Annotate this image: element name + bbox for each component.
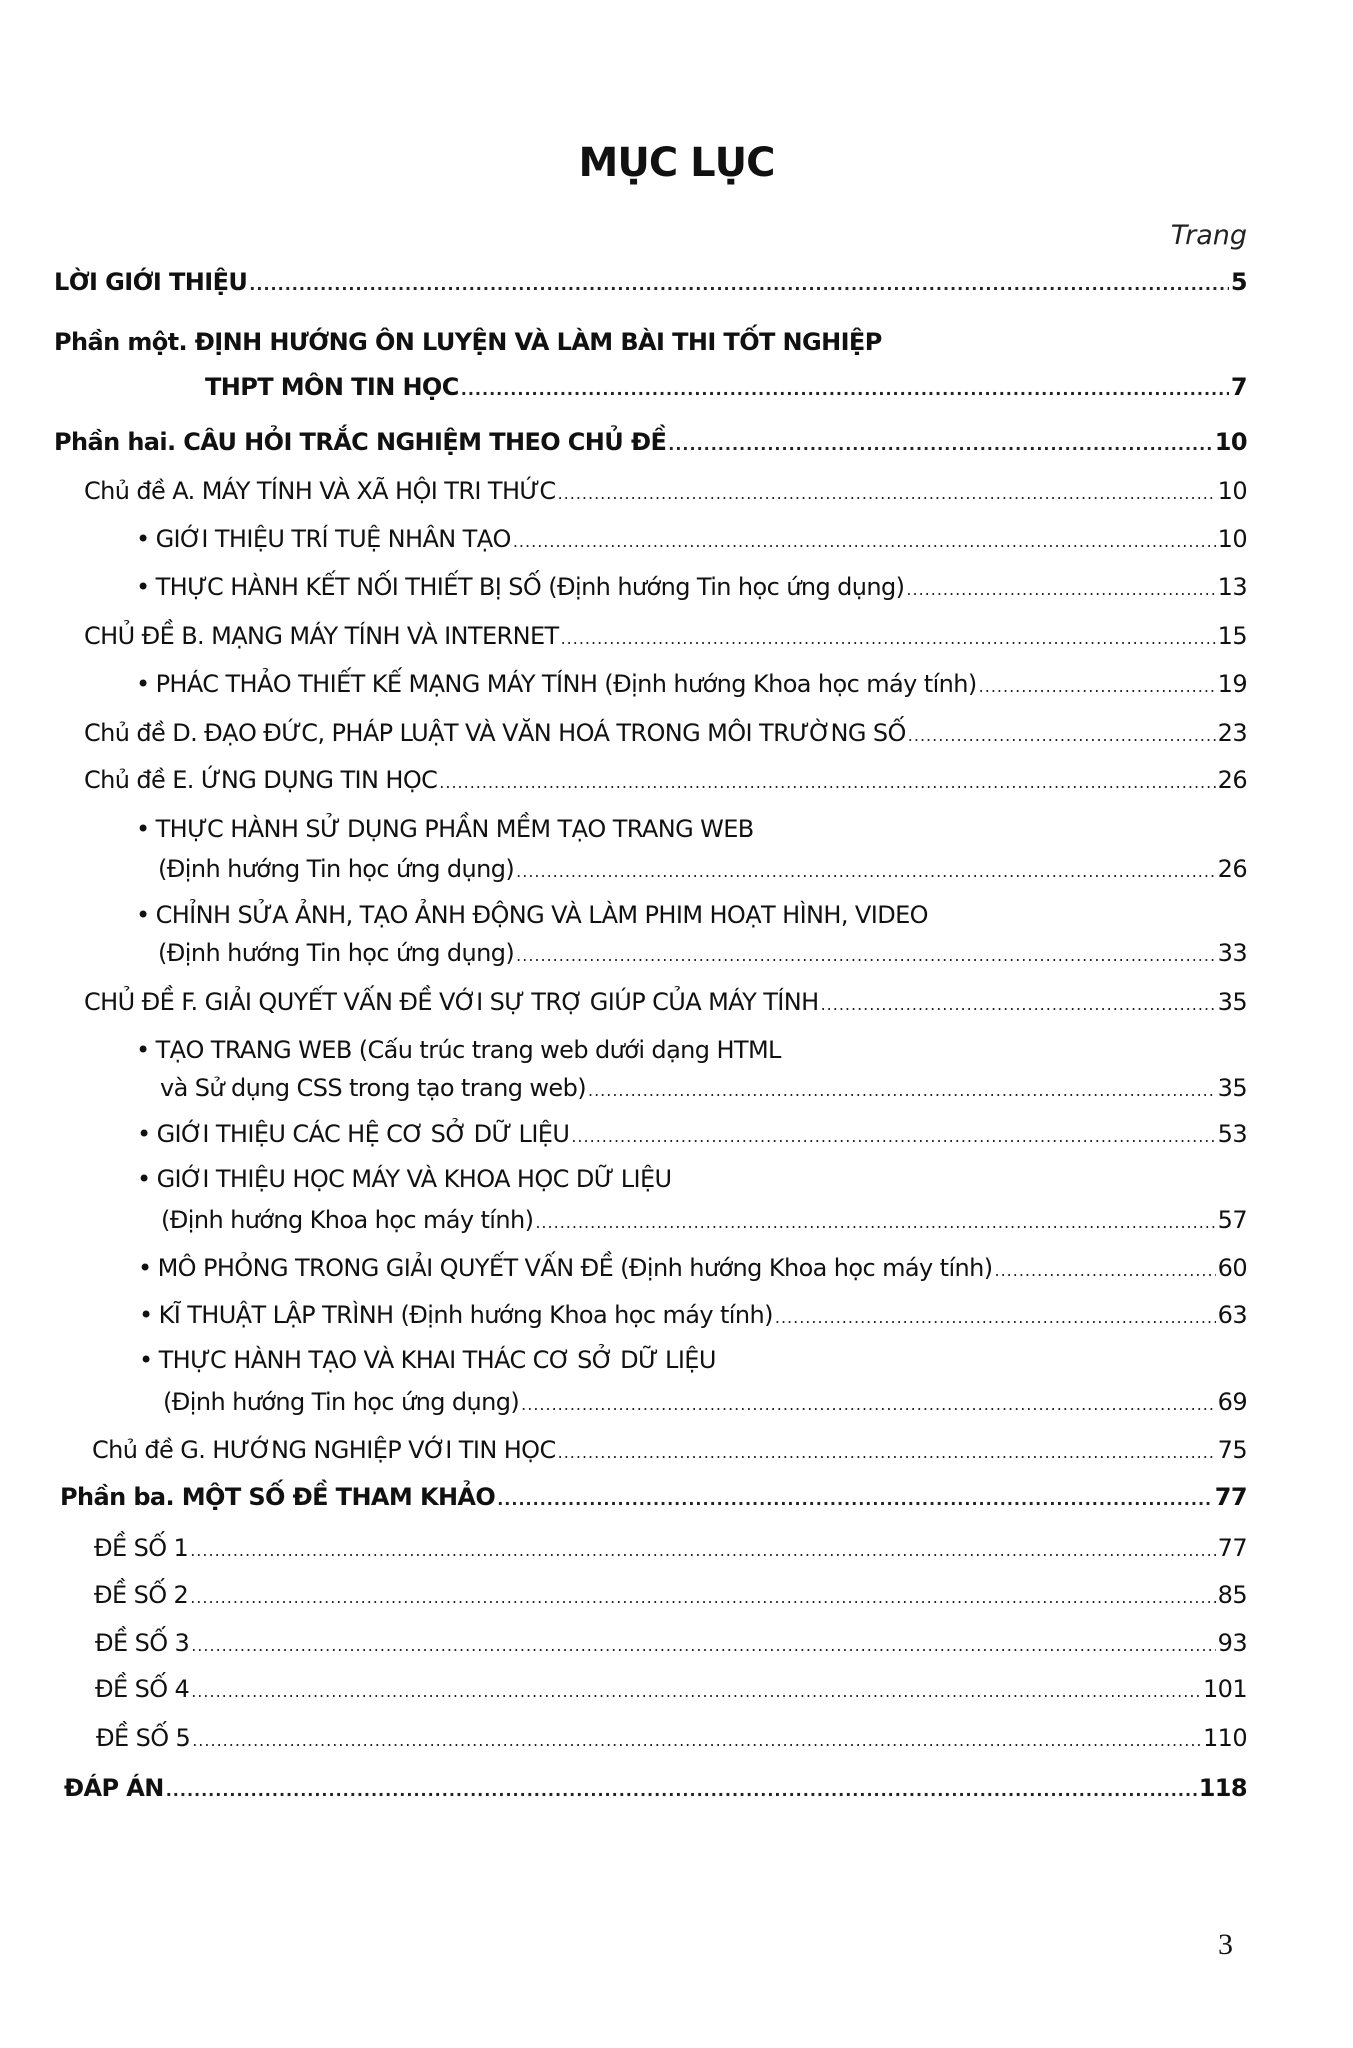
toc-entry-label: ĐỀ SỐ 4	[95, 1675, 190, 1703]
bullet-icon: •	[136, 901, 150, 929]
toc-entry-page: 26	[1217, 766, 1247, 794]
toc-entry-photo-video[interactable]	[158, 939, 1247, 973]
toc-entry-page: 26	[1217, 855, 1247, 883]
dot-leader	[588, 1081, 1216, 1100]
dot-leader	[571, 1127, 1215, 1146]
bullet-icon: •	[138, 1254, 152, 1282]
toc-entry-exam-4[interactable]	[95, 1675, 1247, 1709]
dot-leader	[558, 1443, 1216, 1462]
toc-entry-label: LỜI GIỚI THIỆU	[54, 268, 248, 296]
toc-entry-page: 75	[1217, 1436, 1247, 1464]
toc-entry-label: GIỚI THIỆU TRÍ TUỆ NHÂN TẠO	[155, 525, 511, 553]
toc-entry-page: 63	[1217, 1301, 1247, 1329]
toc-entry-photo-video-line1[interactable]	[136, 901, 928, 929]
toc-entry-page: 10	[1214, 428, 1247, 456]
dot-leader	[775, 1308, 1216, 1327]
toc-entry-page: 69	[1217, 1388, 1247, 1416]
toc-entry-page: 35	[1217, 1074, 1247, 1102]
toc-entry-network-design[interactable]	[136, 670, 1247, 704]
toc-entry-label: ĐỀ SỐ 1	[94, 1534, 189, 1562]
dot-leader	[516, 862, 1216, 881]
toc-entry-topic-d[interactable]	[84, 719, 1247, 753]
toc-entry-page: 5	[1230, 268, 1247, 296]
toc-entry-loi-gioi-thieu[interactable]	[54, 268, 1247, 302]
toc-entry-label: Chủ đề E. ỨNG DỤNG TIN HỌC	[84, 766, 438, 794]
bullet-icon: •	[137, 1120, 151, 1148]
toc-entry-label-wrap	[136, 525, 511, 553]
dot-leader	[497, 1490, 1213, 1509]
bullet-icon: •	[136, 525, 150, 553]
dot-leader	[516, 946, 1216, 965]
toc-entry-ml-ds[interactable]	[161, 1206, 1247, 1240]
dot-leader	[995, 1261, 1216, 1280]
toc-entry-simulation[interactable]	[138, 1254, 1247, 1288]
toc-entry-label-line1: THỰC HÀNH TẠO VÀ KHAI THÁC CƠ SỞ DỮ LIỆU	[158, 1346, 716, 1374]
toc-entry-label: (Định hướng Tin học ứng dụng)	[163, 1388, 520, 1416]
toc-entry-database-practice[interactable]	[163, 1388, 1247, 1422]
toc-entry-page: 53	[1217, 1120, 1247, 1148]
toc-entry-topic-b[interactable]	[84, 622, 1247, 656]
toc-entry-label: (Định hướng Tin học ứng dụng)	[158, 939, 515, 967]
toc-entry-exam-1[interactable]	[94, 1534, 1247, 1568]
dot-leader	[906, 580, 1215, 599]
toc-entry-label-wrap	[139, 1301, 773, 1329]
toc-entry-exam-5[interactable]	[96, 1724, 1247, 1758]
bullet-icon: •	[136, 1036, 150, 1064]
dot-leader	[521, 1395, 1216, 1414]
toc-entry-page: 7	[1230, 373, 1247, 401]
toc-entry-label: GIỚI THIỆU CÁC HỆ CƠ SỞ DỮ LIỆU	[156, 1120, 570, 1148]
toc-entry-web-software[interactable]	[158, 855, 1247, 889]
toc-entry-page: 118	[1198, 1774, 1247, 1802]
toc-entry-label: ĐỀ SỐ 5	[96, 1724, 191, 1752]
dot-leader	[513, 532, 1216, 551]
toc-entry-label-line1: CHỈNH SỬA ẢNH, TẠO ẢNH ĐỘNG VÀ LÀM PHIM HOẠT HÌNH, VIDEO	[155, 901, 928, 929]
dot-leader	[249, 275, 1229, 294]
toc-entry-digital-devices[interactable]	[136, 573, 1247, 607]
toc-entry-label: Chủ đề D. ĐẠO ĐỨC, PHÁP LUẬT VÀ VĂN HOÁ TRONG MÔI TRƯỜNG SỐ	[84, 719, 906, 747]
toc-entry-page: 10	[1217, 525, 1247, 553]
toc-entry-label: (Định hướng Tin học ứng dụng)	[158, 855, 515, 883]
toc-entry-page: 19	[1217, 670, 1247, 698]
toc-entry-label: Phần ba. MỘT SỐ ĐỀ THAM KHẢO	[60, 1483, 496, 1511]
toc-entry-page: 77	[1217, 1534, 1247, 1562]
toc-entry-database-intro[interactable]	[137, 1120, 1247, 1154]
toc-entry-part-one-line1[interactable]: Phần một. ĐỊNH HƯỚNG ÔN LUYỆN VÀ LÀM BÀI THI TỐT NGHIỆP	[54, 328, 882, 356]
toc-entry-page: 60	[1217, 1254, 1247, 1282]
toc-entry-programming[interactable]	[139, 1301, 1247, 1335]
dot-leader	[191, 1682, 1201, 1701]
toc-entry-label: THỰC HÀNH KẾT NỐI THIẾT BỊ SỐ (Định hướng Tin học ứng dụng)	[155, 573, 905, 601]
bullet-icon: •	[136, 815, 150, 843]
toc-entry-page: 15	[1217, 622, 1247, 650]
toc-entry-topic-f[interactable]	[84, 988, 1247, 1022]
toc-entry-label: ĐỀ SỐ 2	[94, 1581, 189, 1609]
toc-entry-label: (Định hướng Khoa học máy tính)	[161, 1206, 534, 1234]
dot-leader	[561, 629, 1216, 648]
toc-entry-part-one[interactable]	[205, 373, 1247, 407]
toc-entry-page: 10	[1217, 477, 1247, 505]
toc-entry-ml-ds-line1[interactable]	[137, 1165, 672, 1193]
dot-leader	[668, 435, 1213, 454]
bullet-icon: •	[137, 1165, 151, 1193]
page-title: MỤC LỤC	[578, 140, 775, 186]
dot-leader	[191, 1636, 1215, 1655]
toc-entry-label-wrap	[138, 1254, 993, 1282]
toc-entry-label: Chủ đề A. MÁY TÍNH VÀ XÃ HỘI TRI THỨC	[84, 477, 556, 505]
toc-entry-label: PHÁC THẢO THIẾT KẾ MẠNG MÁY TÍNH (Định hướng Khoa học máy tính)	[155, 670, 977, 698]
toc-entry-part-three[interactable]	[60, 1483, 1247, 1517]
toc-entry-label-wrap	[136, 573, 904, 601]
toc-entry-page: 85	[1217, 1581, 1247, 1609]
toc-entry-page: 93	[1217, 1629, 1247, 1657]
dot-leader	[192, 1731, 1201, 1750]
dot-leader	[190, 1588, 1215, 1607]
toc-entry-label: MÔ PHỎNG TRONG GIẢI QUYẾT VẤN ĐỀ (Định hướng Khoa học máy tính)	[157, 1254, 993, 1282]
toc-entry-label-wrap	[136, 670, 977, 698]
toc-entry-label: Phần hai. CÂU HỎI TRẮC NGHIỆM THEO CHỦ ĐỀ	[54, 428, 667, 456]
toc-entry-exam-2[interactable]	[94, 1581, 1247, 1615]
toc-entry-label: Chủ đề G. HƯỚNG NGHIỆP VỚI TIN HỌC	[92, 1436, 556, 1464]
dot-leader	[979, 677, 1216, 696]
toc-entry-page: 23	[1217, 719, 1247, 747]
toc-entry-page: 57	[1217, 1206, 1247, 1234]
dot-leader	[166, 1781, 1197, 1800]
toc-entry-topic-g[interactable]	[92, 1436, 1247, 1470]
toc-entry-topic-a[interactable]	[84, 477, 1247, 511]
toc-entry-label: CHỦ ĐỀ F. GIẢI QUYẾT VẤN ĐỀ VỚI SỰ TRỢ GIÚP CỦA MÁY TÍNH	[84, 988, 819, 1016]
toc-entry-label: THPT MÔN TIN HỌC	[205, 373, 459, 401]
toc-entry-answers[interactable]	[64, 1774, 1247, 1808]
toc-entry-page: 77	[1214, 1483, 1247, 1511]
dot-leader	[461, 380, 1229, 399]
toc-entry-page: 101	[1202, 1675, 1247, 1703]
toc-entry-label: ĐÁP ÁN	[64, 1774, 164, 1802]
dot-leader	[558, 484, 1216, 503]
toc-entry-exam-3[interactable]	[95, 1629, 1247, 1663]
toc-entry-topic-e[interactable]	[84, 766, 1247, 800]
toc-entry-label-line1: GIỚI THIỆU HỌC MÁY VÀ KHOA HỌC DỮ LIỆU	[156, 1165, 672, 1193]
dot-leader	[190, 1541, 1215, 1560]
toc-entry-page: 35	[1217, 988, 1247, 1016]
toc-entry-page: 13	[1217, 573, 1247, 601]
toc-entry-part-two[interactable]	[54, 428, 1247, 462]
page-number: 3	[1218, 1928, 1233, 1961]
toc-entry-label-wrap	[137, 1120, 569, 1148]
dot-leader	[439, 773, 1215, 792]
dot-leader	[908, 726, 1216, 745]
bullet-icon: •	[139, 1301, 153, 1329]
toc-entry-page: 33	[1217, 939, 1247, 967]
toc-entry-label: CHỦ ĐỀ B. MẠNG MÁY TÍNH VÀ INTERNET	[84, 622, 559, 650]
toc-entry-web-page-line1[interactable]	[136, 1036, 781, 1064]
toc-entry-ai-intro[interactable]	[136, 525, 1247, 559]
toc-entry-page: 110	[1202, 1724, 1247, 1752]
toc-entry-label: ĐỀ SỐ 3	[95, 1629, 190, 1657]
bullet-icon: •	[139, 1346, 153, 1374]
toc-entry-database-practice-line1[interactable]	[139, 1346, 716, 1374]
toc-entry-label: KĨ THUẬT LẬP TRÌNH (Định hướng Khoa học máy tính)	[158, 1301, 773, 1329]
toc-entry-label-line1: TẠO TRANG WEB (Cấu trúc trang web dưới dạng HTML	[155, 1036, 781, 1064]
dot-leader	[821, 995, 1216, 1014]
bullet-icon: •	[136, 573, 150, 601]
bullet-icon: •	[136, 670, 150, 698]
toc-entry-web-page[interactable]	[160, 1074, 1247, 1108]
toc-entry-label-line1: THỰC HÀNH SỬ DỤNG PHẦN MỀM TẠO TRANG WEB	[155, 815, 754, 843]
dot-leader	[535, 1213, 1215, 1232]
toc-entry-web-software-line1[interactable]	[136, 815, 754, 843]
toc-entry-label: và Sử dụng CSS trong tạo trang web)	[160, 1074, 586, 1102]
page-column-label: Trang	[1170, 220, 1247, 251]
